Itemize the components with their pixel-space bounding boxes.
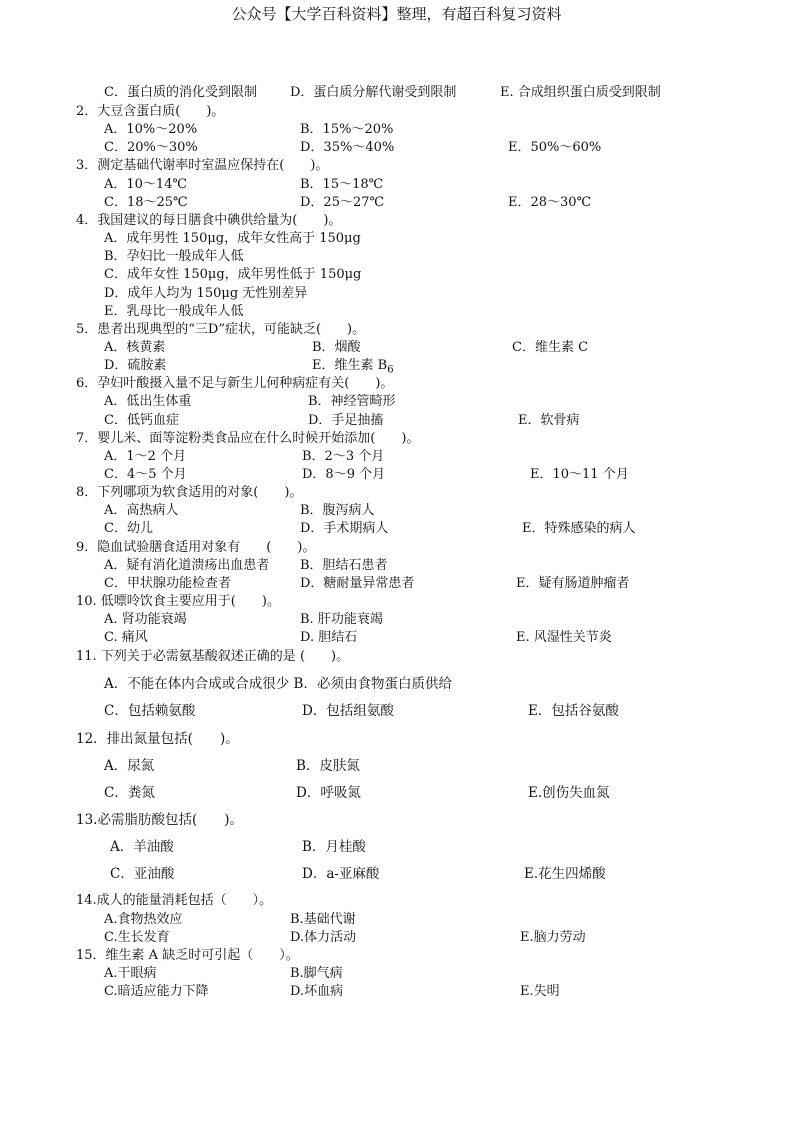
q15-option-b: B.脚气病 — [290, 966, 343, 981]
q8-stem: 8．下列哪项为软食适用的对象( )。 — [76, 485, 303, 500]
q15-stem: 15．维生素 A 缺乏时可引起（ ）。 — [76, 948, 299, 963]
q10-stem: 10. 低嘌呤饮食主要应用于( )。 — [76, 594, 280, 609]
q12-option-b: B．皮肤氮 — [296, 758, 360, 774]
q8-option-d: D．手术期病人 — [300, 521, 389, 536]
q4-option-d: D．成年人均为 150μg 无性别差异 — [104, 286, 308, 301]
q11-option-c: C．包括赖氨酸 — [104, 703, 196, 719]
q11-stem: 11. 下列关于必需氨基酸叙述正确的是 ( )。 — [76, 649, 350, 664]
q4-option-b: B．孕妇比一般成年人低 — [104, 249, 244, 264]
q8-option-e: E．特殊感染的病人 — [522, 521, 636, 536]
q8-option-c: C．幼儿 — [104, 521, 153, 536]
q11-option-e: E．包括谷氨酸 — [528, 703, 619, 719]
q6-option-d: D．手足抽搐 — [308, 413, 384, 428]
q15-option-e: E.失明 — [520, 984, 560, 999]
q4-option-a: A．成年男性 150μg，成年女性高于 150μg — [104, 231, 361, 246]
q2-option-b: B．15%～20% — [300, 122, 394, 137]
q2-option-d: D．35%～40% — [300, 140, 395, 155]
q5-stem: 5．患者出现典型的“三D”症状，可能缺乏( )。 — [76, 322, 366, 337]
q13-option-d: D．a-亚麻酸 — [302, 866, 380, 882]
q4-stem: 4．我国建议的每日膳食中碘供给量为( )。 — [76, 213, 342, 228]
q7-option-b: B．2～3 个月 — [302, 449, 385, 464]
q6-option-b: B．神经管畸形 — [308, 394, 396, 409]
q10-option-c: C. 痛风 — [104, 630, 148, 645]
q14-stem: 14.成人的能量消耗包括（ ）。 — [76, 893, 273, 908]
q4-option-c: C．成年女性 150μg，成年男性低于 150μg — [104, 267, 362, 282]
q2-stem: 2．大豆含蛋白质( )。 — [76, 104, 225, 119]
q2-option-a: A．10%～20% — [104, 122, 198, 137]
q14-option-c: C.生长发育 — [104, 930, 170, 945]
q7-option-e: E．10～11 个月 — [530, 467, 629, 482]
q15-option-d: D.坏血病 — [290, 984, 344, 999]
q14-option-d: D.体力活动 — [290, 930, 357, 945]
q13-stem: 13.必需脂肪酸包括( )。 — [76, 812, 244, 828]
q3-option-b: B．15～18℃ — [300, 177, 384, 192]
q11-option-ab: A．不能在体内合成或合成很少 B．必须由食物蛋白质供给 — [104, 676, 452, 692]
q10-option-a: A. 肾功能衰竭 — [104, 612, 187, 627]
q5-option-d: D．硫胺素 — [104, 358, 167, 373]
q10-option-d: D. 胆结石 — [300, 630, 358, 645]
q9-option-a: A．疑有消化道溃疡出血患者 — [104, 558, 270, 573]
q8-option-a: A．高热病人 — [104, 503, 179, 518]
q9-option-c: C．甲状腺功能检查者 — [104, 576, 231, 591]
q10-option-b: B. 肝功能衰竭 — [300, 612, 383, 627]
q4-option-e: E．乳母比一般成年人低 — [104, 304, 244, 319]
q1-option-d: D．蛋白质分解代谢受到限制 — [290, 85, 457, 100]
q7-option-d: D．8～9 个月 — [302, 467, 386, 482]
q5-option-c: C．维生素 C — [512, 340, 589, 355]
q12-option-d: D．呼吸氮 — [296, 785, 361, 801]
q12-stem: 12．排出氮量包括( )。 — [76, 731, 239, 747]
q14-option-b: B.基础代谢 — [290, 912, 356, 927]
q6-option-a: A．低出生体重 — [104, 394, 192, 409]
q2-option-e: E．50%～60% — [508, 140, 602, 155]
q8-option-b: B．腹泻病人 — [300, 503, 375, 518]
q7-option-a: A．1～2 个月 — [104, 449, 187, 464]
q13-option-c: C．亚油酸 — [110, 866, 175, 882]
q14-option-a: A.食物热效应 — [104, 912, 183, 927]
q9-option-b: B．胆结石患者 — [300, 558, 388, 573]
q1-option-e: E. 合成组织蛋白质受到限制 — [500, 85, 661, 100]
q15-option-a: A.干眼病 — [104, 966, 157, 981]
q1-option-c: C．蛋白质的消化受到限制 — [104, 85, 257, 100]
q14-option-e: E.脑力劳动 — [520, 930, 586, 945]
q7-option-c: C．4～5 个月 — [104, 467, 187, 482]
q12-option-e: E.创伤失血氮 — [528, 785, 610, 801]
q5-option-b: B．烟酸 — [312, 340, 361, 355]
q12-option-c: C．粪氮 — [104, 785, 155, 801]
q6-option-c: C．低钙血症 — [104, 413, 179, 428]
q2-option-c: C．20%～30% — [104, 140, 198, 155]
q10-option-e: E. 风湿性关节炎 — [516, 630, 612, 645]
q7-stem: 7．婴儿米、面等淀粉类食品应在什么时候开始添加( )。 — [76, 431, 420, 446]
page-header: 公众号【大学百科资料】整理，有超百科复习资料 — [231, 5, 562, 23]
q9-option-e: E．疑有肠道肿瘤者 — [516, 576, 630, 591]
q6-option-e: E．软骨病 — [518, 413, 580, 428]
q5-option-a: A．核黄素 — [104, 340, 166, 355]
q5-option-e-subscript: 6 — [387, 364, 394, 376]
q6-stem: 6．孕妇叶酸摄入量不足与新生儿何种病症有关( )。 — [76, 376, 394, 391]
q12-option-a: A．尿氮 — [104, 758, 155, 774]
q5-option-e-text: E．维生素 B — [312, 358, 388, 373]
q9-option-d: D．糖耐量异常患者 — [300, 576, 415, 591]
q13-option-e: E.花生四烯酸 — [524, 866, 606, 882]
q3-stem: 3．测定基础代谢率时室温应保持在( )。 — [76, 158, 329, 173]
q3-option-c: C．18～25℃ — [104, 195, 188, 210]
q15-option-c: C.暗适应能力下降 — [104, 984, 209, 999]
q3-option-e: E．28～30℃ — [508, 195, 592, 210]
q3-option-d: D．25～27℃ — [300, 195, 385, 210]
q3-option-a: A．10～14℃ — [104, 177, 188, 192]
q13-option-b: B．月桂酸 — [302, 839, 366, 855]
q11-option-d: D．包括组氨酸 — [302, 703, 394, 719]
q9-stem: 9．隐血试验膳食适用对象有 ( )。 — [76, 540, 316, 555]
q13-option-a: A．羊油酸 — [110, 839, 174, 855]
